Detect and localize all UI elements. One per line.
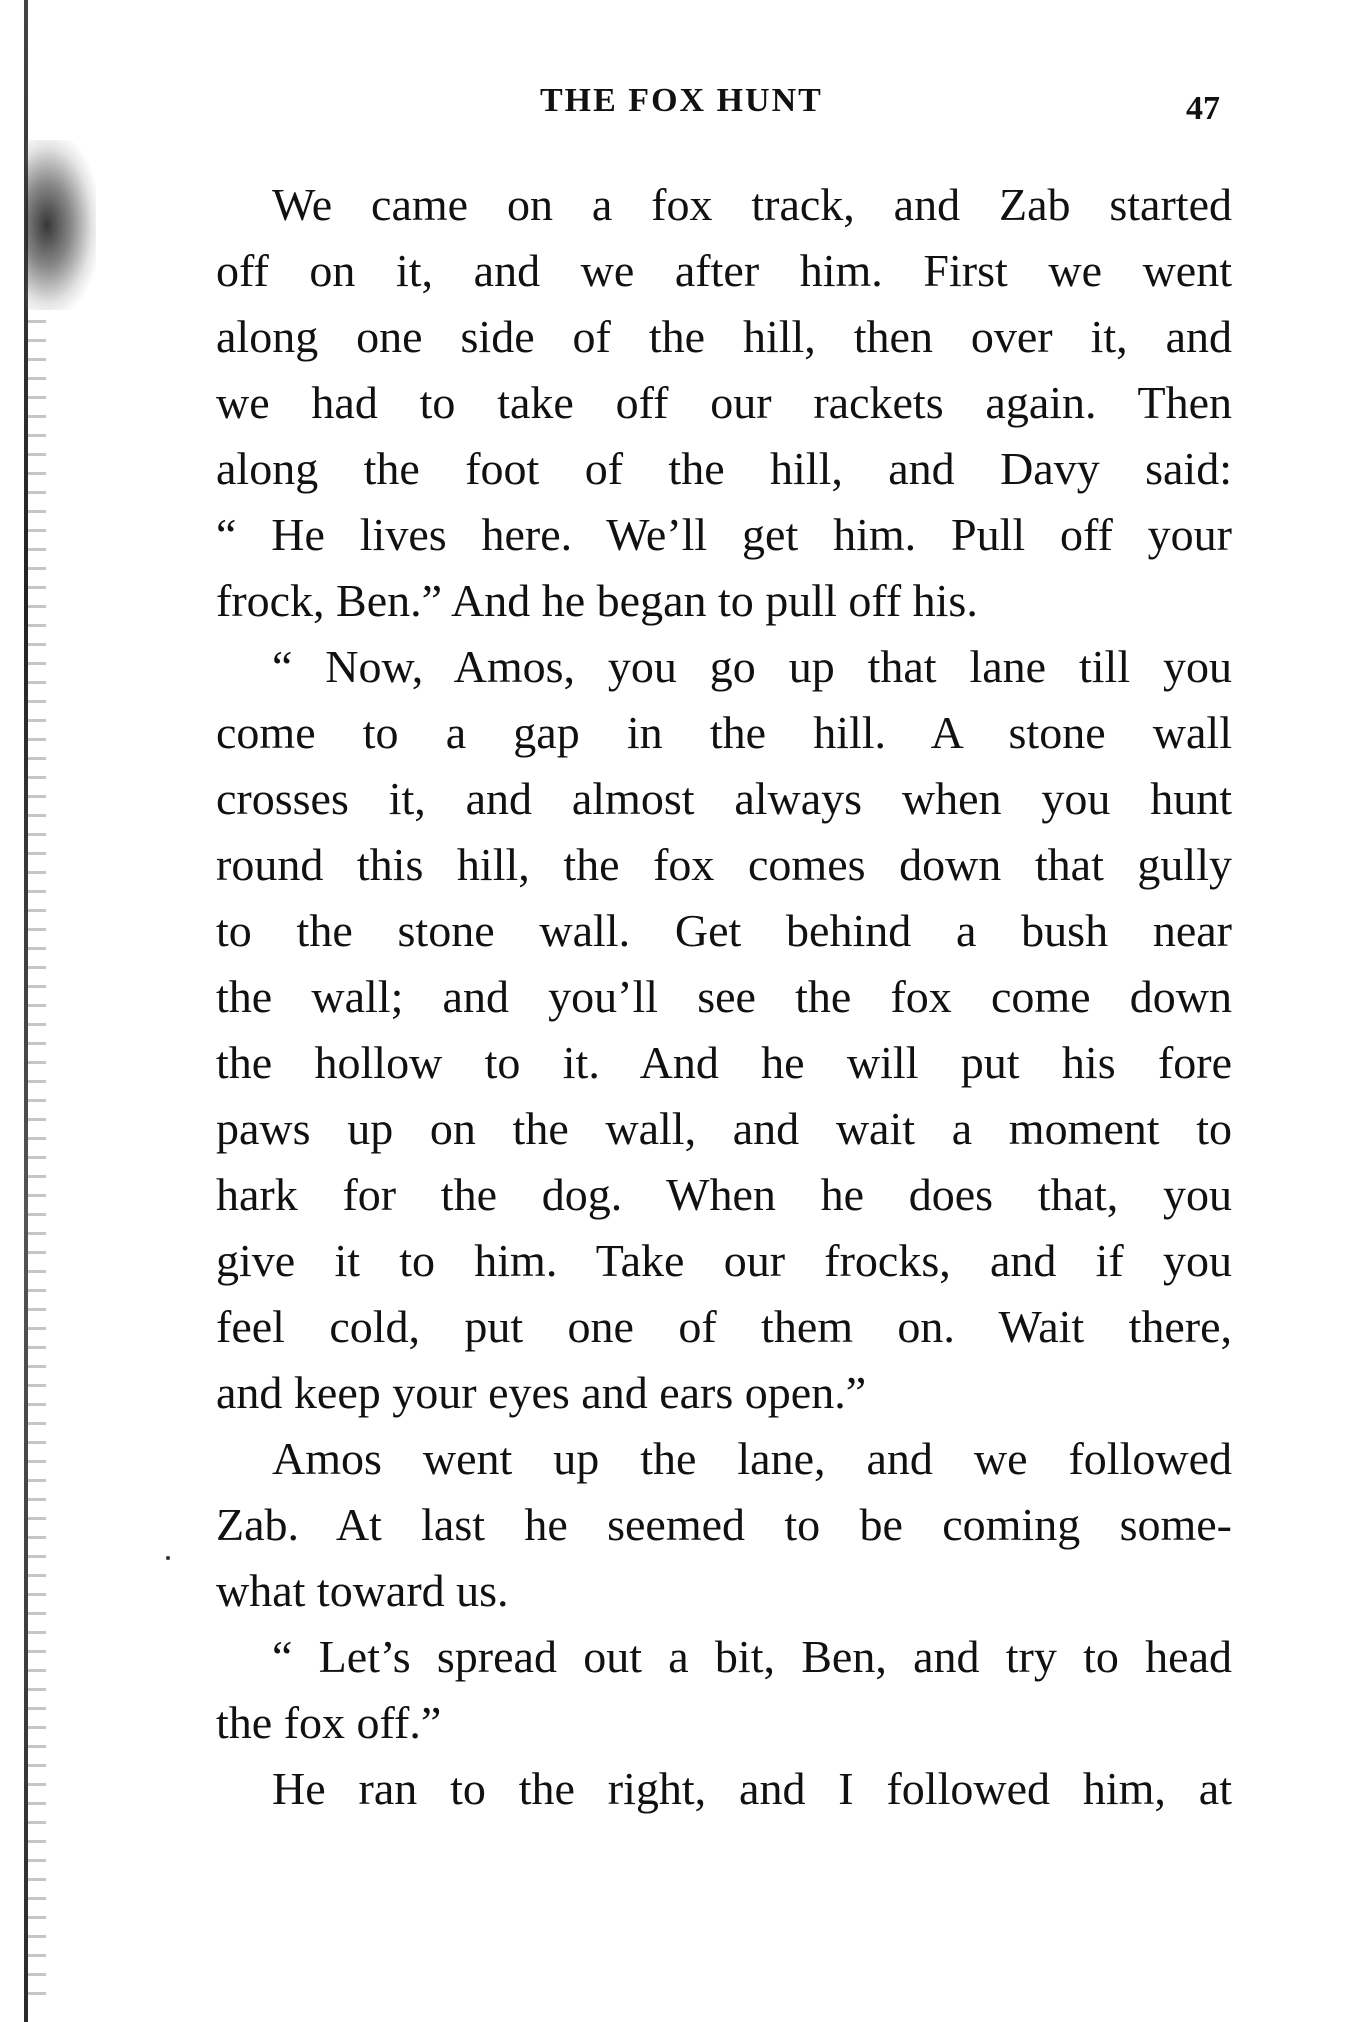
text-line: along the foot of the hill, and Davy said:	[216, 443, 1232, 494]
text-line: to the stone wall. Get behind a bush near	[216, 905, 1232, 956]
text-line: give it to him. Take our frocks, and if you	[216, 1235, 1232, 1286]
text-line: Amos went up the lane, and we followed	[272, 1433, 1232, 1484]
scan-speck	[166, 1556, 170, 1560]
text-line: hark for the dog. When he does that, you	[216, 1169, 1232, 1220]
text-line: paws up on the wall, and wait a moment to	[216, 1103, 1232, 1154]
binding-speckle	[28, 320, 46, 2000]
text-line: He ran to the right, and I followed him, at	[272, 1763, 1232, 1814]
text-line: crosses it, and almost always when you hunt	[216, 773, 1232, 824]
text-line: feel cold, put one of them on. Wait there,	[216, 1301, 1232, 1352]
page-number: 47	[1186, 90, 1220, 127]
text-line: We came on a fox track, and Zab started	[272, 179, 1232, 230]
text-line: the wall; and you’ll see the fox come down	[216, 971, 1232, 1022]
body-text	[216, 172, 1232, 1822]
text-line: “ He lives here. We’ll get him. Pull off your	[216, 509, 1232, 560]
text-line: and keep your eyes and ears open.”	[216, 1367, 867, 1418]
text-line: we had to take off our rackets again. Then	[216, 377, 1232, 428]
running-title: THE FOX HUNT	[540, 82, 823, 119]
text-line: come to a gap in the hill. A stone wall	[216, 707, 1232, 758]
text-line: round this hill, the fox comes down that gully	[216, 839, 1232, 890]
scan-smudge	[26, 140, 96, 310]
text-line: the fox off.”	[216, 1697, 442, 1748]
text-line: “ Let’s spread out a bit, Ben, and try to head	[272, 1631, 1232, 1682]
text-line: “ Now, Amos, you go up that lane till you	[272, 641, 1232, 692]
text-line: off on it, and we after him. First we went	[216, 245, 1232, 296]
text-line: frock, Ben.” And he began to pull off his.	[216, 575, 978, 626]
text-line: the hollow to it. And he will put his fore	[216, 1037, 1232, 1088]
text-line: along one side of the hill, then over it, and	[216, 311, 1232, 362]
text-line: Zab. At last he seemed to be coming some-	[216, 1499, 1232, 1550]
text-line: what toward us.	[216, 1565, 509, 1616]
